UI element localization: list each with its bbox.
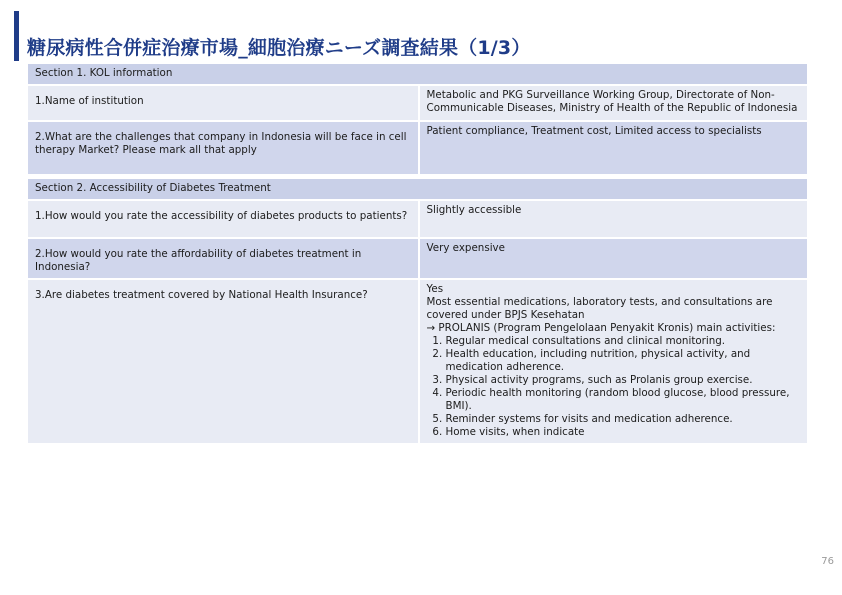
list-item: 6. Home visits, when indicate <box>446 426 802 439</box>
kol-information-table <box>28 64 807 176</box>
accessibility-table <box>28 179 807 445</box>
table-row <box>28 122 807 176</box>
table-row <box>28 86 807 122</box>
answer-cell: Metabolic and PKG Surveillance Working Group, Directorate of Non-Communicable Diseases, Ministry of Health of the Republic of Indonesia <box>418 86 808 122</box>
question-cell: 1.How would you rate the accessibility of diabetes products to patients? <box>28 201 418 239</box>
title-accent-bar <box>14 11 19 61</box>
list-item: 1. Regular medical consultations and clinical monitoring. <box>446 335 802 348</box>
answer-cell: Very expensive <box>418 239 808 280</box>
table-row <box>28 201 807 239</box>
question-cell: 2.How would you rate the affordability of diabetes treatment in Indonesia? <box>28 239 418 280</box>
question-cell: 3.Are diabetes treatment covered by National Health Insurance? <box>28 280 418 445</box>
table-row <box>28 280 807 445</box>
section-2-header: Section 2. Accessibility of Diabetes Treatment <box>28 179 807 201</box>
answer-line: Yes <box>426 283 444 295</box>
page-title: 糖尿病性合併症治療市場_細胞治療ニーズ調査結果（1/3） <box>27 37 531 59</box>
answer-cell <box>418 280 808 445</box>
question-cell: 2.What are the challenges that company in Indonesia will be face in cell therapy Market? Please mark all that apply <box>28 122 418 176</box>
list-item: 2. Health education, including nutrition, physical activity, and medication adherence. <box>446 348 802 374</box>
answer-cell: Slightly accessible <box>418 201 808 239</box>
answer-line: → PROLANIS (Program Pengelolaan Penyakit Kronis) main activities: <box>426 322 776 334</box>
answer-line: Most essential medications, laboratory tests, and consultations are covered under BPJS Kesehatan <box>426 296 773 321</box>
section-header-row <box>28 179 807 201</box>
list-item: 3. Physical activity programs, such as Prolanis group exercise. <box>446 374 802 387</box>
prolanis-activities-list <box>427 335 802 439</box>
question-cell: 1.Name of institution <box>28 86 418 122</box>
answer-cell: Patient compliance, Treatment cost, Limited access to specialists <box>418 122 808 176</box>
table-row <box>28 239 807 280</box>
section-1-header: Section 1. KOL information <box>28 64 807 86</box>
list-item: 5. Reminder systems for visits and medication adherence. <box>446 413 802 426</box>
list-item: 4. Periodic health monitoring (random blood glucose, blood pressure, BMI). <box>446 387 802 413</box>
section-header-row <box>28 64 807 86</box>
page-number: 76 <box>821 556 834 567</box>
